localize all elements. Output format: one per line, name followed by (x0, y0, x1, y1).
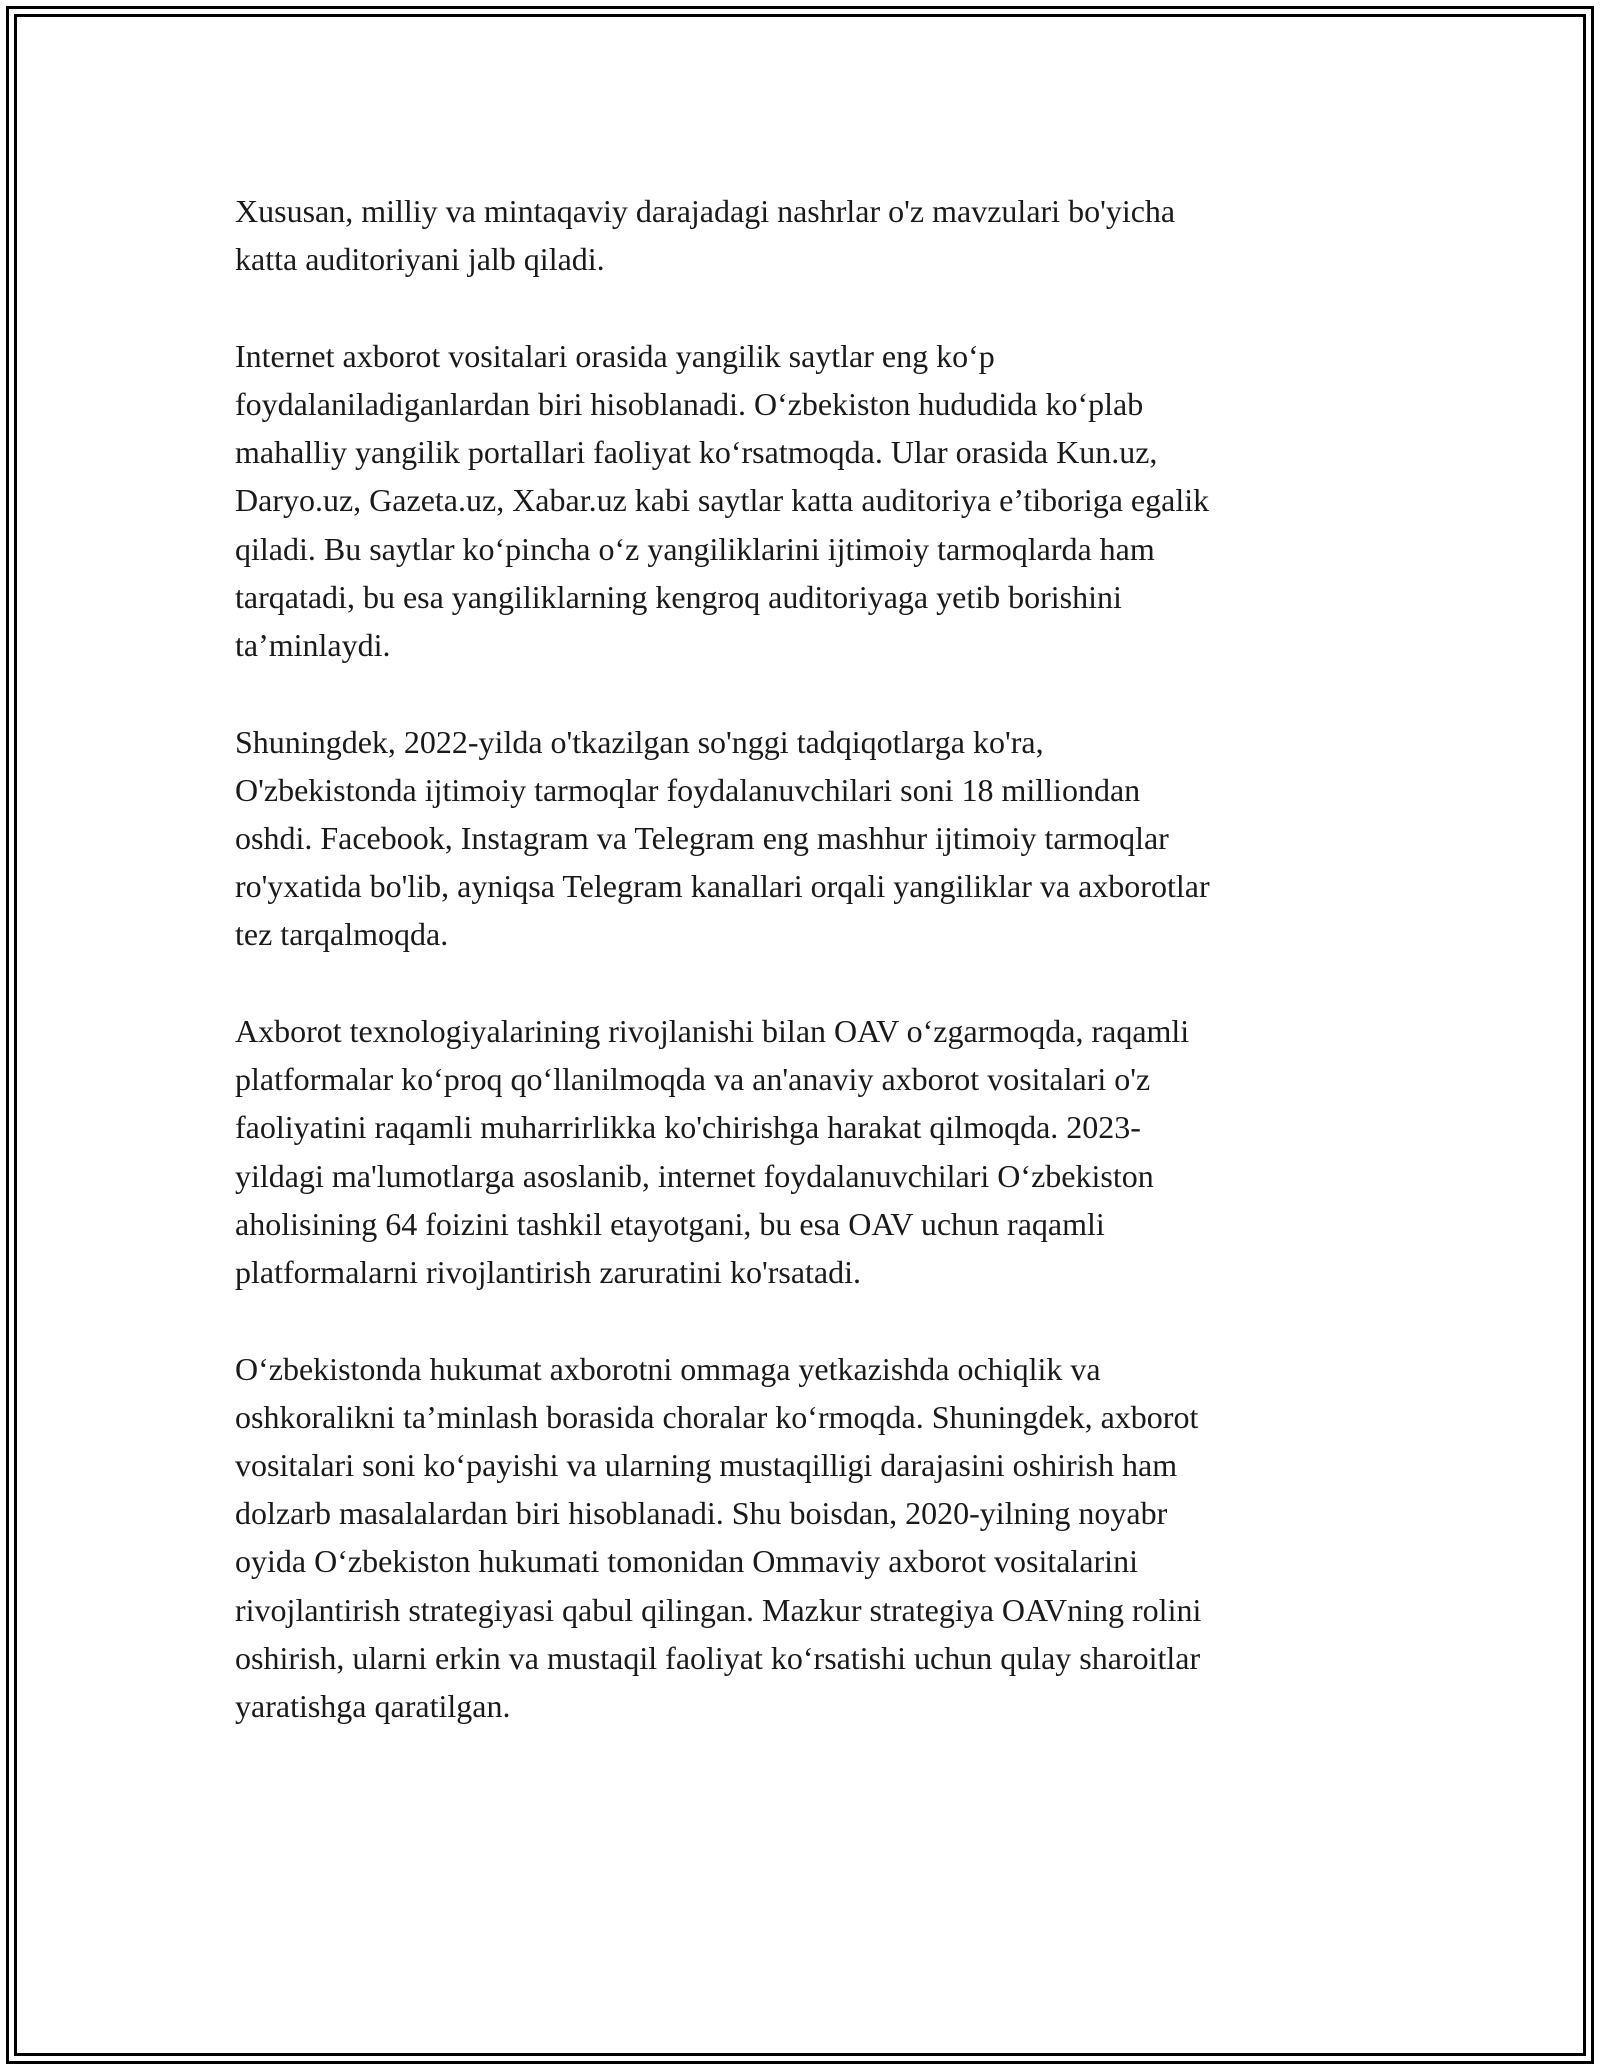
paragraph-1: Xususan, milliy va mintaqaviy darajadagi nashrlar o'z mavzulari bo'yicha katta auditoriyani jalb qiladi. (235, 193, 1176, 278)
paragraph-4: Axborot texnologiyalarining rivojlanishi bilan OAV oʻzgarmoqda, raqamli platformalar koʻproq qoʻllanilmoqda va an'anaviy axborot vositalari o'z faoliyatini raqamli muharrirlikka ko'chirishga harakat qilmoqda. 2023- yildagi ma'lumotlarga asoslanib, internet foydalanuvchilari Oʻzbekiston aholisining 64 foizini tashkil etayotgani, bu esa OAV uchun raqamli platformalarni rivojlantirish zaruratini ko'rsatadi. (235, 1013, 1190, 1291)
document-body (235, 187, 1365, 1779)
paragraph-2: Internet axborot vositalari orasida yangilik saytlar eng koʻp foydalaniladiganlardan biri hisoblanadi. Oʻzbekiston hududida koʻplab mahalliy yangilik portallari faoliyat koʻrsatmoqda. Ular orasida Kun.uz, Daryo.uz, Gazeta.uz, Xabar.uz kabi saytlar katta auditoriya e’tiboriga egalik qiladi. Bu saytlar koʻpincha oʻz yangiliklarini ijtimoiy tarmoqlarda ham tarqatadi, bu esa yangiliklarning kengroq auditoriyaga yetib borishini ta’minlaydi. (235, 337, 1210, 664)
paragraph-5: Oʻzbekistonda hukumat axborotni ommaga yetkazishda ochiqlik va oshkoralikni ta’minlash borasida choralar koʻrmoqda. Shuningdek, axborot vositalari soni koʻpayishi va ularning mustaqilligi darajasini oshirish ham dolzarb masalalardan biri hisoblanadi. Shu boisdan, 2020-yilning noyabr oyida Oʻzbekiston hukumati tomonidan Ommaviy axborot vositalarini rivojlantirish strategiyasi qabul qilingan. Mazkur strategiya OAVning rolini oshirish, ularni erkin va mustaqil faoliyat koʻrsatishi uchun qulay sharoitlar yaratishga qaratilgan. (235, 1350, 1202, 1725)
paragraph-3: Shuningdek, 2022-yilda o'tkazilgan so'nggi tadqiqotlarga ko'ra, O'zbekistonda ijtimoiy tarmoqlar foydalanuvchilari soni 18 milliondan oshdi. Facebook, Instagram va Telegram eng mashhur ijtimoiy tarmoqlar ro'yxatida bo'lib, ayniqsa Telegram kanallari orqali yangiliklar va axborotlar tez tarqalmoqda. (235, 723, 1210, 953)
